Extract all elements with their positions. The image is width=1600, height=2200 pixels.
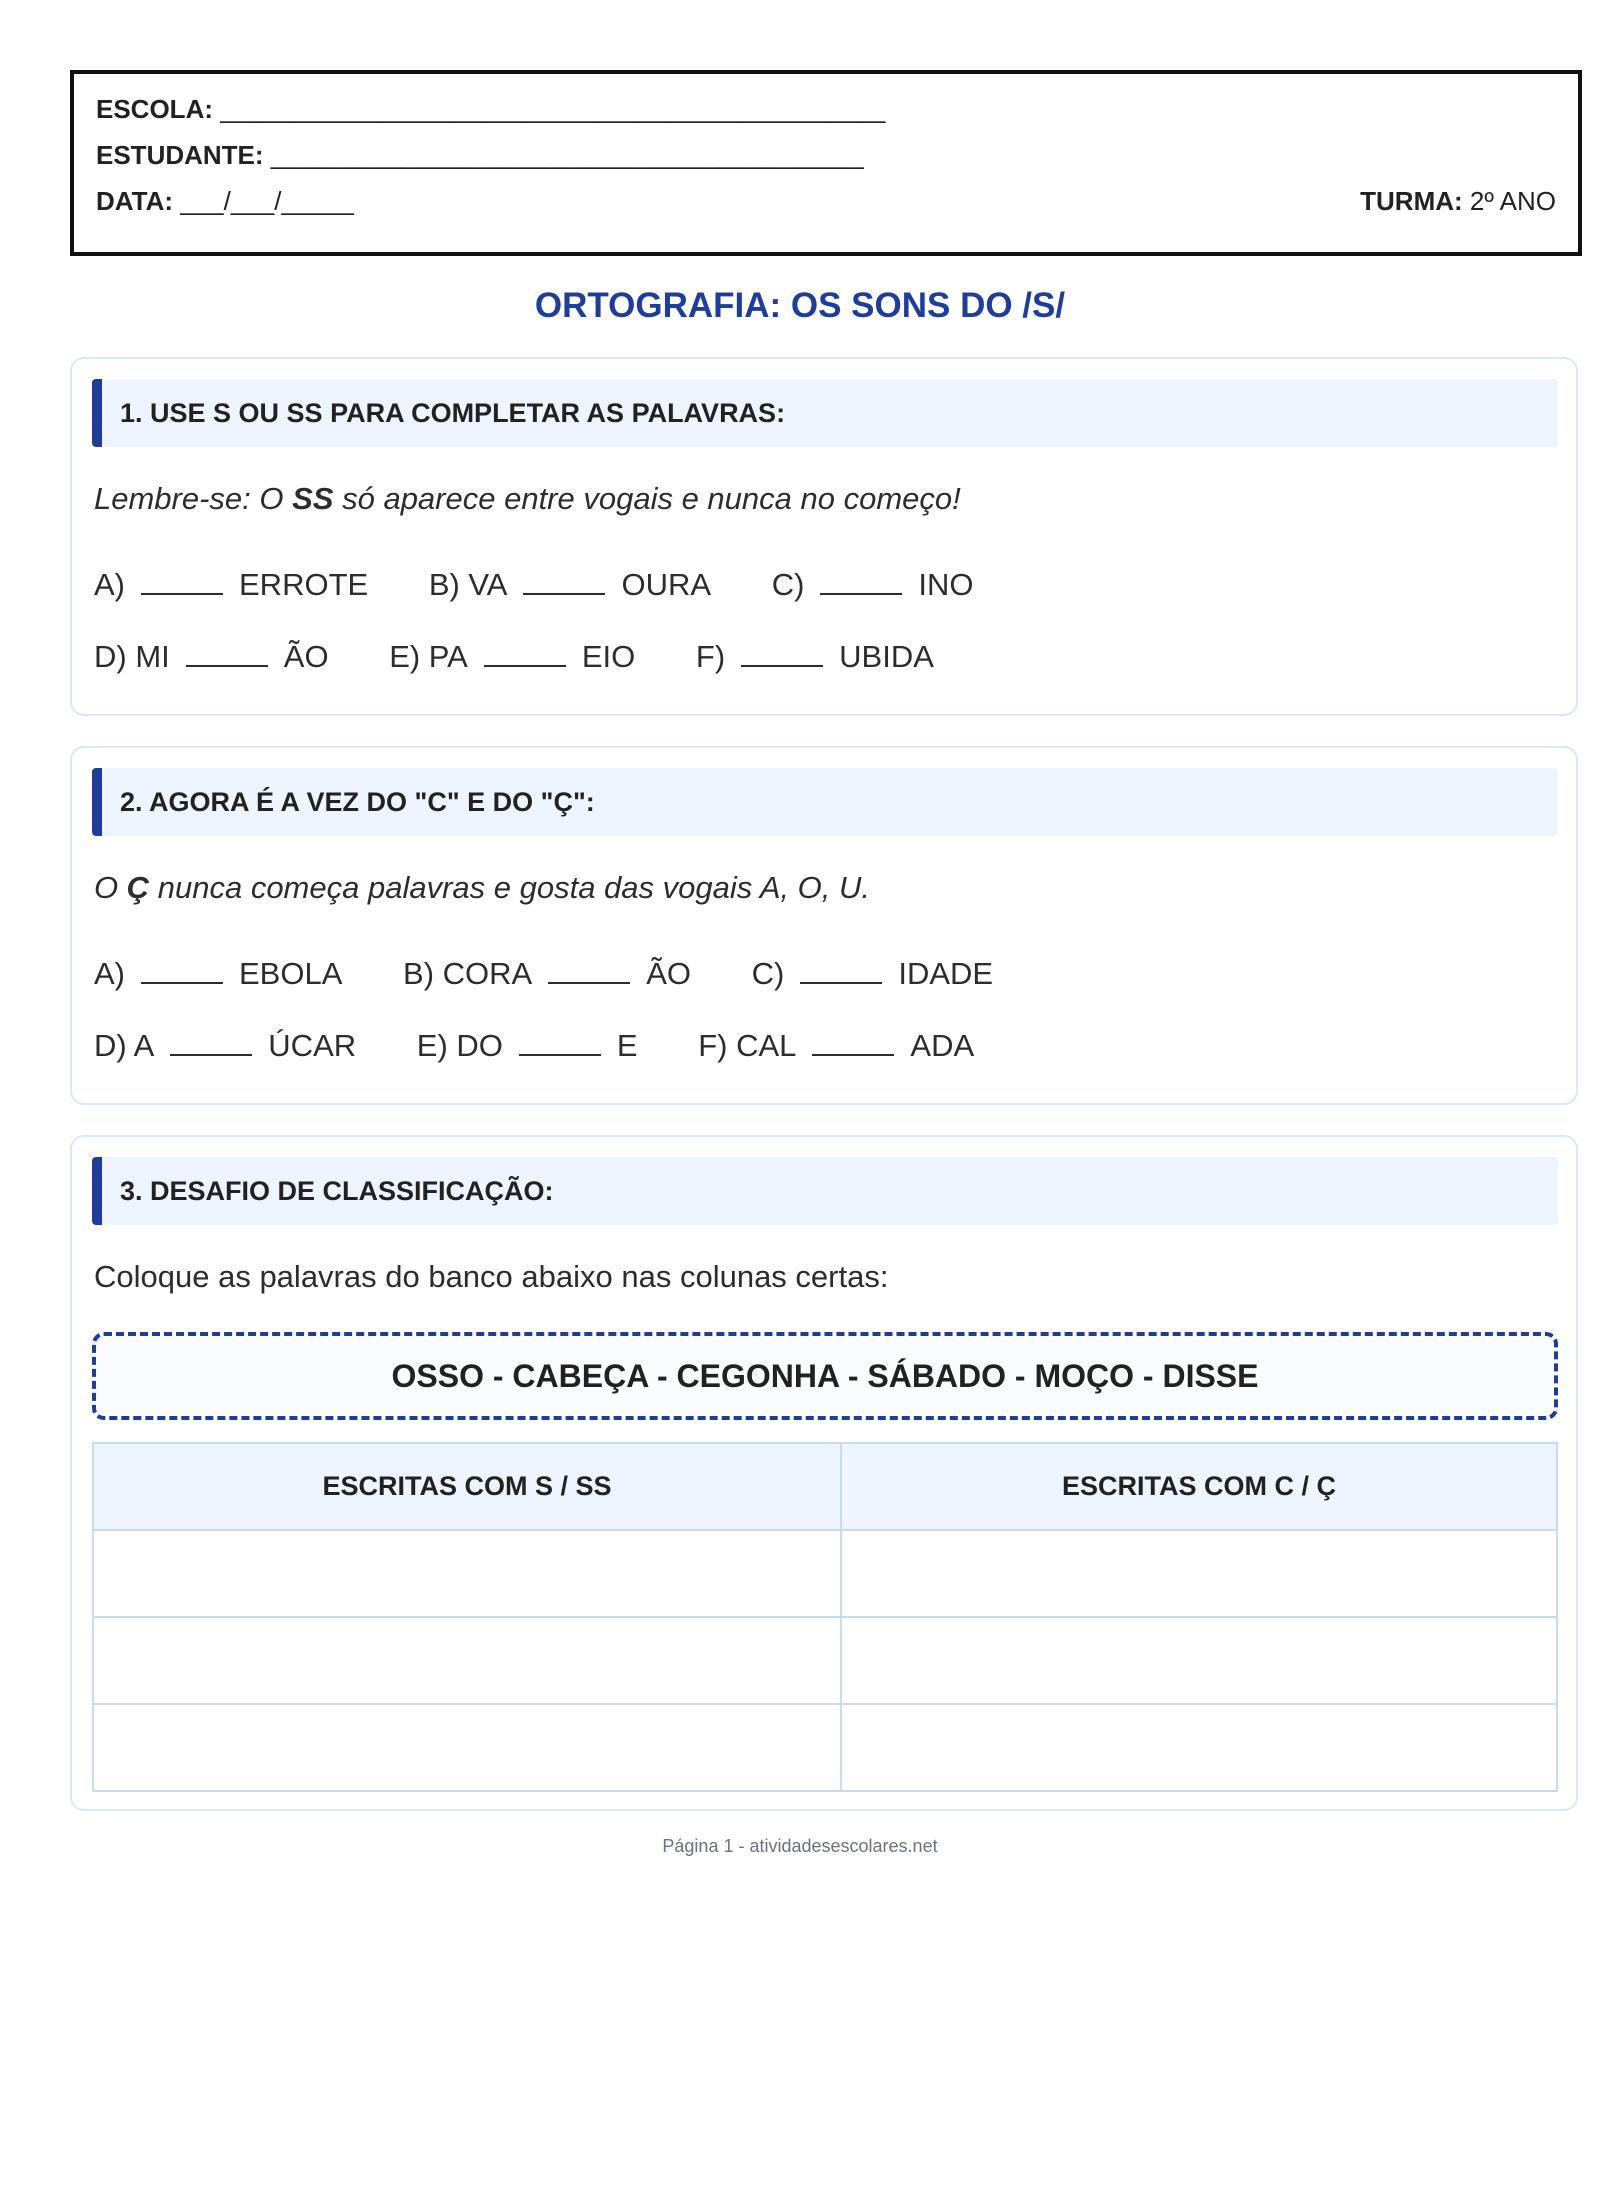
hint-text-post: só aparece entre vogais e nunca no começo! bbox=[333, 481, 961, 516]
answer-cell[interactable] bbox=[93, 1530, 841, 1617]
item-suffix: ÚCAR bbox=[268, 1028, 357, 1063]
exercise-item bbox=[772, 567, 974, 603]
exercise-item bbox=[429, 567, 711, 603]
exercise-item bbox=[94, 1028, 356, 1064]
fill-blank[interactable] bbox=[820, 569, 902, 595]
item-prefix: D) A bbox=[94, 1028, 155, 1063]
estudante-row bbox=[96, 140, 864, 171]
table-header-row bbox=[93, 1443, 1557, 1530]
fill-blank[interactable] bbox=[523, 569, 605, 595]
hint-text-pre: Lembre-se: O bbox=[94, 481, 293, 516]
turma-row bbox=[1360, 186, 1556, 217]
estudante-field[interactable]: _________________________________________ bbox=[270, 140, 864, 170]
answer-cell[interactable] bbox=[841, 1704, 1557, 1791]
item-suffix: IDADE bbox=[898, 956, 994, 991]
item-prefix: F) bbox=[695, 639, 726, 674]
answer-cell[interactable] bbox=[93, 1704, 841, 1791]
item-suffix: OURA bbox=[621, 567, 712, 602]
item-prefix: A) bbox=[94, 567, 125, 602]
item-prefix: A) bbox=[94, 956, 125, 991]
fill-blank[interactable] bbox=[141, 569, 223, 595]
exercise-item bbox=[389, 639, 635, 675]
exercise-item bbox=[752, 956, 993, 992]
item-suffix: E bbox=[616, 1028, 638, 1063]
data-field[interactable]: ___/___/_____ bbox=[180, 186, 354, 216]
exercise-1-heading: 1. USE S OU SS PARA COMPLETAR AS PALAVRAS: bbox=[92, 379, 1558, 447]
escola-label: ESCOLA: bbox=[96, 94, 213, 124]
table-row bbox=[93, 1530, 1557, 1617]
exercise-item bbox=[403, 956, 691, 992]
item-prefix: C) bbox=[771, 567, 805, 602]
exercise-1-card bbox=[70, 357, 1578, 716]
item-prefix: C) bbox=[751, 956, 785, 991]
item-suffix: EBOLA bbox=[239, 956, 343, 991]
data-row bbox=[96, 186, 354, 217]
item-prefix: F) CAL bbox=[698, 1028, 797, 1063]
fill-blank[interactable] bbox=[800, 958, 882, 984]
estudante-label: ESTUDANTE: bbox=[96, 140, 264, 170]
exercise-item bbox=[94, 956, 342, 992]
item-prefix: E) PA bbox=[389, 639, 468, 674]
fill-blank[interactable] bbox=[812, 1030, 894, 1056]
item-suffix: ADA bbox=[910, 1028, 975, 1063]
exercise-1-row-1 bbox=[94, 567, 1026, 603]
hint-text-bold: SS bbox=[292, 481, 334, 516]
table-row bbox=[93, 1617, 1557, 1704]
page-footer: Página 1 - atividadesescolares.net bbox=[662, 1836, 938, 1856]
item-suffix: ÃO bbox=[283, 639, 329, 674]
fill-blank[interactable] bbox=[484, 641, 566, 667]
page-title: ORTOGRAFIA: OS SONS DO /S/ bbox=[534, 286, 1066, 325]
item-suffix: UBIDA bbox=[839, 639, 934, 674]
exercise-1-row-2 bbox=[94, 639, 986, 675]
exercise-item bbox=[417, 1028, 638, 1064]
exercise-item bbox=[94, 567, 368, 603]
student-info-box bbox=[70, 70, 1582, 256]
fill-blank[interactable] bbox=[548, 958, 630, 984]
answer-cell[interactable] bbox=[841, 1617, 1557, 1704]
exercise-2-heading: 2. AGORA É A VEZ DO "C" E DO "Ç": bbox=[92, 768, 1558, 836]
item-suffix: ERROTE bbox=[239, 567, 369, 602]
escola-field[interactable]: ______________________________________________ bbox=[220, 94, 886, 124]
fill-blank[interactable] bbox=[741, 641, 823, 667]
exercise-1-hint bbox=[94, 481, 961, 517]
answer-cell[interactable] bbox=[93, 1617, 841, 1704]
turma-value: 2º ANO bbox=[1469, 186, 1556, 216]
exercise-2-hint bbox=[94, 870, 870, 906]
exercise-item bbox=[698, 1028, 974, 1064]
exercise-item bbox=[696, 639, 934, 675]
data-label: DATA: bbox=[96, 186, 174, 216]
item-prefix: B) VA bbox=[428, 567, 508, 602]
exercise-2-row-2 bbox=[94, 1028, 1026, 1064]
hint-text-bold: Ç bbox=[126, 870, 150, 905]
fill-blank[interactable] bbox=[186, 641, 268, 667]
classification-table bbox=[92, 1442, 1558, 1792]
item-prefix: D) MI bbox=[94, 639, 170, 674]
exercise-item bbox=[94, 639, 329, 675]
item-suffix: INO bbox=[918, 567, 974, 602]
turma-label: TURMA: bbox=[1360, 186, 1463, 216]
word-bank: OSSO - CABEÇA - CEGONHA - SÁBADO - MOÇO - DISSE bbox=[92, 1332, 1558, 1420]
column-header-c-cedilha: ESCRITAS COM C / Ç bbox=[841, 1443, 1557, 1530]
fill-blank[interactable] bbox=[170, 1030, 252, 1056]
exercise-2-row-1 bbox=[94, 956, 1045, 992]
escola-row bbox=[96, 94, 885, 125]
exercise-3-card bbox=[70, 1135, 1578, 1811]
exercise-3-heading: 3. DESAFIO DE CLASSIFICAÇÃO: bbox=[92, 1157, 1558, 1225]
fill-blank[interactable] bbox=[519, 1030, 601, 1056]
answer-cell[interactable] bbox=[841, 1530, 1557, 1617]
table-row bbox=[93, 1704, 1557, 1791]
column-header-s-ss: ESCRITAS COM S / SS bbox=[93, 1443, 841, 1530]
item-prefix: E) DO bbox=[416, 1028, 503, 1063]
hint-text-pre: O bbox=[94, 870, 127, 905]
exercise-2-card bbox=[70, 746, 1578, 1105]
item-prefix: B) CORA bbox=[403, 956, 533, 991]
fill-blank[interactable] bbox=[141, 958, 223, 984]
exercise-3-instruction: Coloque as palavras do banco abaixo nas colunas certas: bbox=[94, 1259, 889, 1294]
item-suffix: ÃO bbox=[646, 956, 691, 991]
hint-text-post: nunca começa palavras e gosta das vogais A, O, U. bbox=[149, 870, 870, 905]
item-suffix: EIO bbox=[581, 639, 636, 674]
